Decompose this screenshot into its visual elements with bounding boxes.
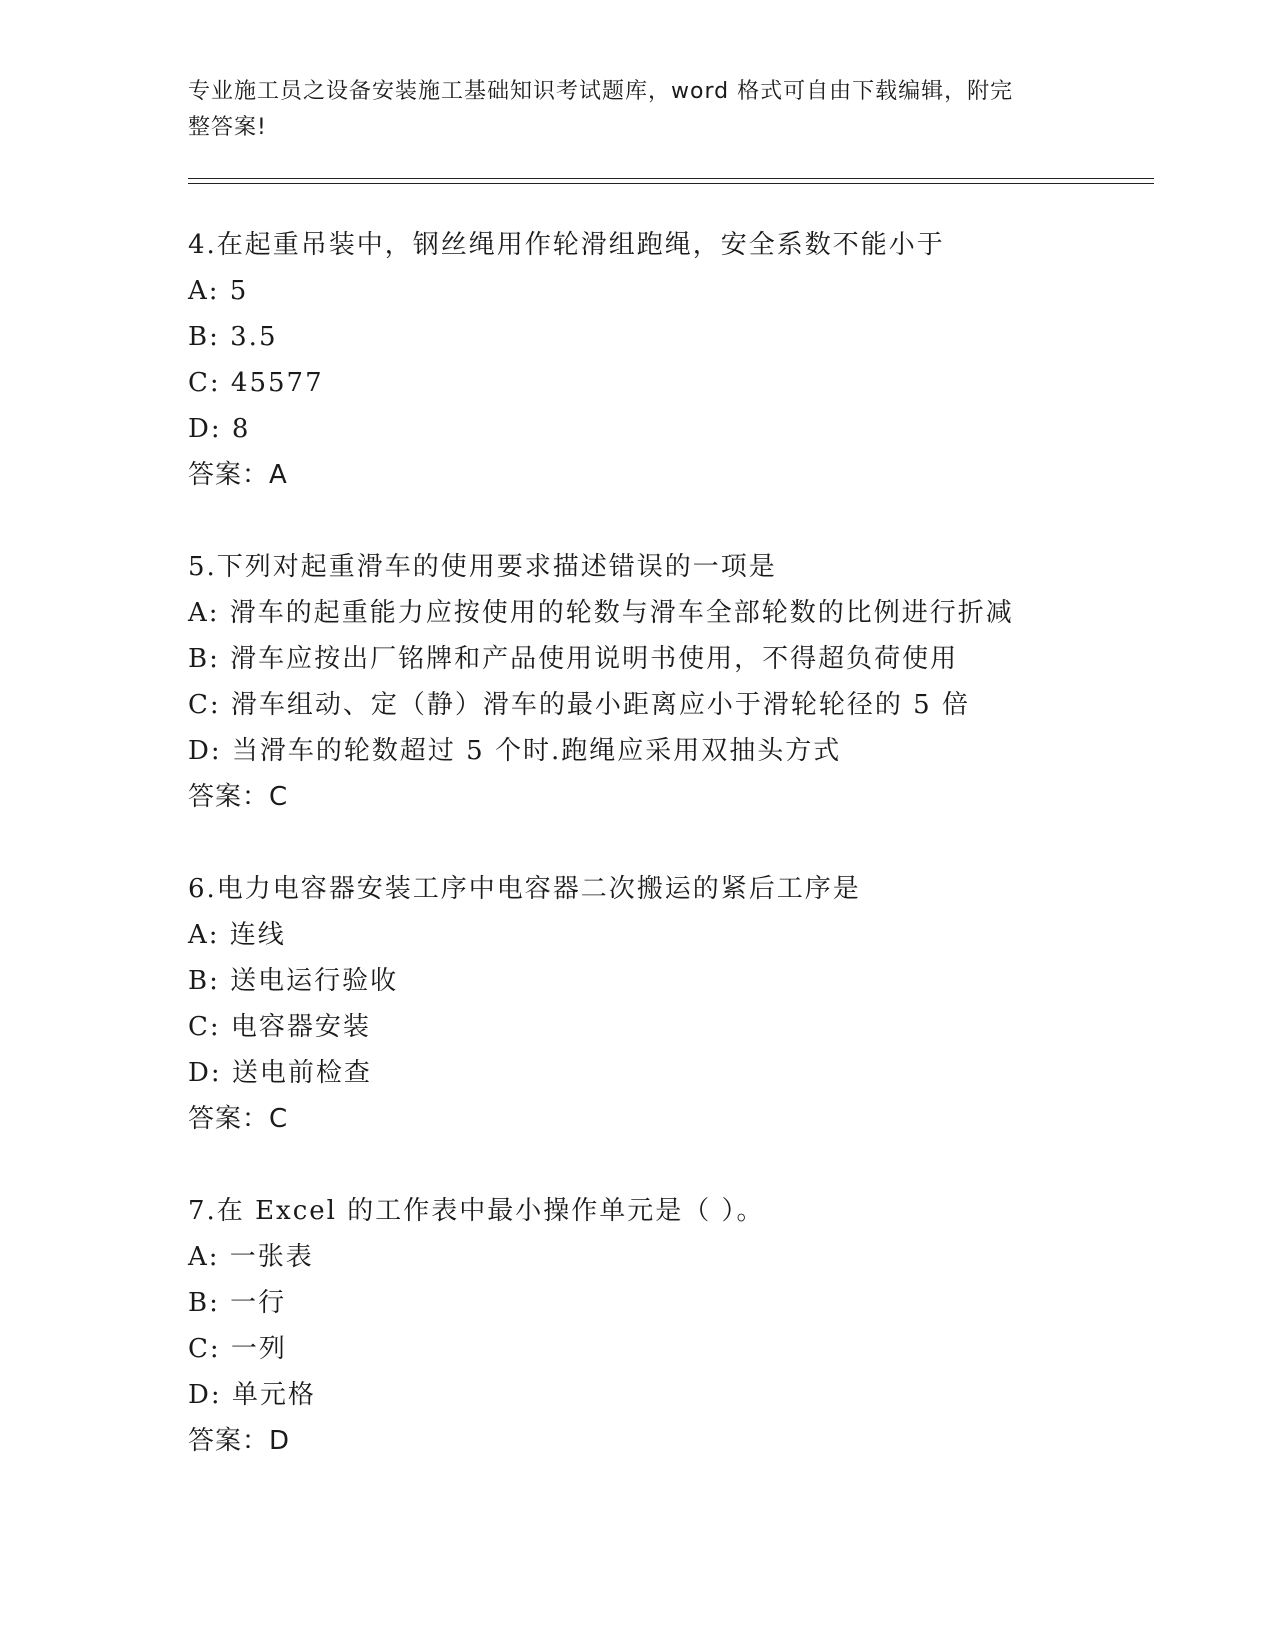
option-a: A: 5 bbox=[188, 276, 249, 306]
question-5 bbox=[188, 544, 1188, 820]
answer: 答案：C bbox=[188, 1104, 289, 1134]
header-line-2: 整答案! bbox=[188, 115, 267, 140]
question-4 bbox=[188, 222, 1188, 498]
option-b: B: 送电运行验收 bbox=[188, 966, 399, 996]
option-c: C: 电容器安装 bbox=[188, 1012, 371, 1042]
option-c: C: 一列 bbox=[188, 1334, 287, 1364]
option-d: D: 单元格 bbox=[188, 1380, 316, 1410]
document-header bbox=[188, 74, 1068, 146]
answer: 答案：A bbox=[188, 460, 288, 490]
header-divider-bottom bbox=[188, 183, 1154, 184]
question-7 bbox=[188, 1188, 1188, 1464]
answer: 答案：C bbox=[188, 782, 289, 812]
option-a: A: 连线 bbox=[188, 920, 286, 950]
question-title: 6.电力电容器安装工序中电容器二次搬运的紧后工序是 bbox=[188, 874, 861, 904]
option-b: B: 3.5 bbox=[188, 322, 278, 352]
option-b: B: 滑车应按出厂铭牌和产品使用说明书使用，不得超负荷使用 bbox=[188, 644, 959, 674]
answer: 答案：D bbox=[188, 1426, 291, 1456]
option-c: C: 滑车组动、定（静）滑车的最小距离应小于滑轮轮径的 5 倍 bbox=[188, 690, 970, 720]
question-6 bbox=[188, 866, 1188, 1142]
header-line-1: 专业施工员之设备安装施工基础知识考试题库，word 格式可自由下载编辑，附完 bbox=[188, 79, 1014, 104]
question-title: 7.在 Excel 的工作表中最小操作单元是（ ）。 bbox=[188, 1196, 765, 1226]
option-a: A: 滑车的起重能力应按使用的轮数与滑车全部轮数的比例进行折减 bbox=[188, 598, 1014, 628]
option-c: C: 45577 bbox=[188, 368, 324, 398]
option-d: D: 8 bbox=[188, 414, 251, 444]
question-title: 4.在起重吊装中，钢丝绳用作轮滑组跑绳，安全系数不能小于 bbox=[188, 230, 945, 260]
option-b: B: 一行 bbox=[188, 1288, 287, 1318]
option-a: A: 一张表 bbox=[188, 1242, 314, 1272]
option-d: D: 送电前检查 bbox=[188, 1058, 372, 1088]
question-title: 5.下列对起重滑车的使用要求描述错误的一项是 bbox=[188, 552, 777, 582]
header-divider-top bbox=[188, 178, 1154, 179]
option-d: D: 当滑车的轮数超过 5 个时.跑绳应采用双抽头方式 bbox=[188, 736, 842, 766]
